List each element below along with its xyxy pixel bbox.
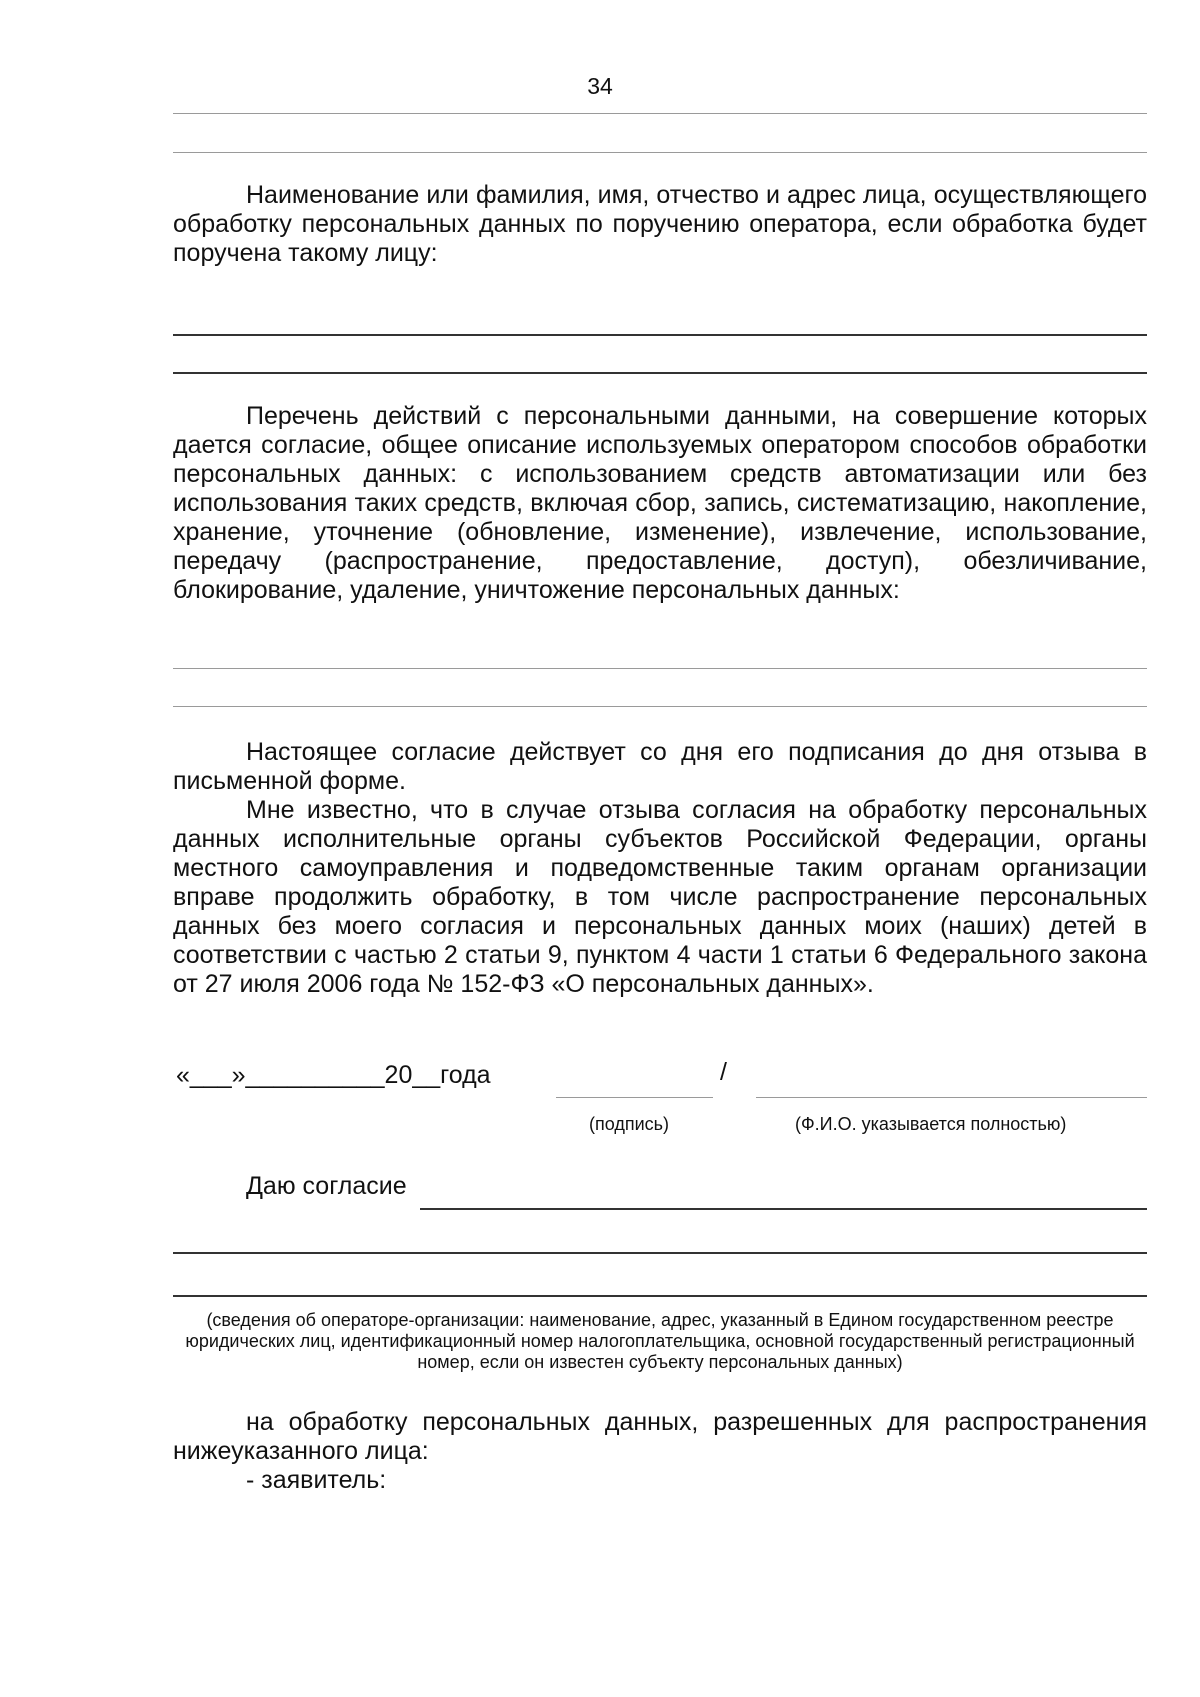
fill-in-line[interactable] [173, 1295, 1147, 1297]
separator-line [173, 113, 1147, 114]
page-number: 34 [587, 73, 613, 99]
processor-paragraph: Наименование или фамилия, имя, отчество и адрес лица, осуществляющего обработку персональных данных по поручению оператора, если обработка будет поручена такому лицу: [173, 181, 1147, 267]
operator-note: (сведения об операторе-организации: наименование, адрес, указанный в Едином государственном реестре юридических лиц, идентификационный номер налогоплательщика, основной государственный регистрационный номер, если он известен субъекту персональных данных) [185, 1310, 1135, 1372]
revocation-paragraph: Мне известно, что в случае отзыва согласия на обработку персональных данных исполнительные органы субъектов Российской Федерации, органы местного самоуправления и подведомственные таким органам организации вправе продолжить обработку, в том числе распространение персональных данных без моего согласия и персональных данных моих (наших) детей в соответствии с частью 2 статьи 9, пунктом 4 части 1 статьи 6 Федерального закона от 27 июля 2006 года № 152-ФЗ «О персональных данных». [173, 796, 1147, 998]
slash-separator: / [720, 1058, 727, 1086]
fio-line[interactable] [756, 1097, 1147, 1098]
fill-in-line[interactable] [173, 1252, 1147, 1254]
actions-paragraph: Перечень действий с персональными данными, на совершение которых дается согласие, общее описание используемых оператором способов обработки персональных данных: с использованием средств автоматизации или без использования таких средств, включая сбор, запись, систематизацию, накопление, хранение, уточнение (обновление, изменение), извлечение, использование, передачу (распространение, предоставление, доступ), обезличивание, блокирование, удаление, уничтожение персональных данных: [173, 402, 1147, 604]
fill-in-line[interactable] [173, 334, 1147, 336]
fio-caption: (Ф.И.О. указывается полностью) [795, 1114, 1067, 1134]
applicant-item: - заявитель: [246, 1466, 387, 1494]
separator-line [173, 152, 1147, 153]
fill-in-line[interactable] [173, 372, 1147, 374]
signature-caption: (подпись) [589, 1114, 670, 1134]
signature-line[interactable] [556, 1097, 713, 1098]
consent-fill-line[interactable] [420, 1208, 1147, 1210]
separator-line [173, 668, 1147, 669]
consent-label: Даю согласие [246, 1172, 407, 1200]
separator-line [173, 706, 1147, 707]
purpose-paragraph: на обработку персональных данных, разрешенных для распространения нижеуказанного лица: [173, 1408, 1147, 1465]
date-field[interactable]: «___»__________20__года [176, 1061, 491, 1089]
validity-paragraph: Настоящее согласие действует со дня его подписания до дня отзыва в письменной форме. [173, 738, 1147, 795]
